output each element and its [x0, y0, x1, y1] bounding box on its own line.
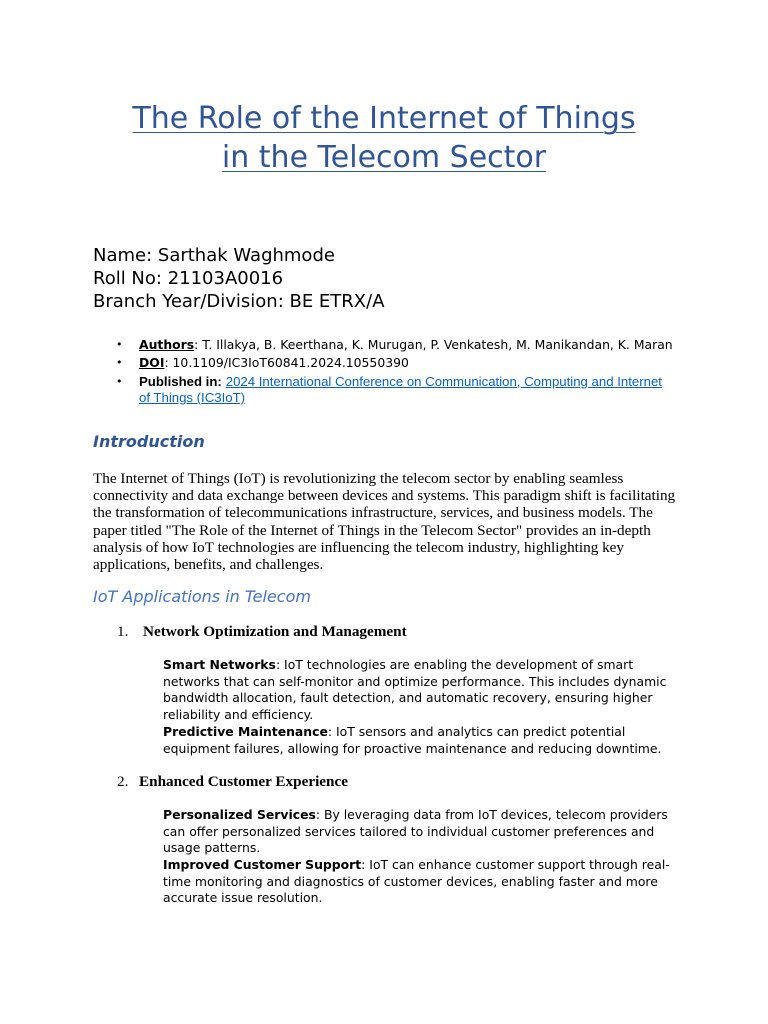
doi-row — [116, 355, 676, 371]
bullet: • — [116, 356, 123, 370]
introduction-heading: Introduction — [93, 432, 205, 451]
item-text: : IoT technologies are enabling the development of smart networks that can self-monitor and optimize performance. This includes dynamic bandwidth allocation, fault detection, and automatic recovery, ensuring higher reliability and efficiency. — [163, 657, 667, 722]
predictive-maintenance-item — [163, 724, 683, 757]
student-branch: Branch Year/Division: BE ETRX/A — [93, 291, 385, 312]
item-text: : IoT sensors and analytics can predict potential equipment failures, allowing for proactive maintenance and reducing downtime. — [163, 724, 662, 756]
item-label: Predictive Maintenance — [163, 724, 328, 739]
document-title — [60, 99, 708, 177]
item-text: : By leveraging data from IoT devices, telecom providers can offer personalized services tailored to individual customer preferences and usage patterns. — [163, 807, 668, 856]
item-label: Smart Networks — [163, 657, 276, 672]
student-name: Name: Sarthak Waghmode — [93, 245, 335, 266]
item-label: Improved Customer Support — [163, 857, 362, 872]
authors-label: Authors — [139, 337, 195, 352]
authors-row — [116, 337, 676, 353]
section-number: 1. — [117, 623, 129, 640]
title-line-1: The Role of the Internet of Things — [132, 101, 636, 136]
improved-support-item — [163, 857, 683, 907]
section-number: 2. — [117, 773, 129, 790]
title-line-2: in the Telecom Sector — [221, 140, 547, 175]
student-roll: Roll No: 21103A0016 — [93, 268, 284, 289]
smart-networks-item — [163, 657, 683, 723]
section-2-heading — [117, 773, 348, 791]
section-title: Network Optimization and Management — [143, 623, 407, 640]
paper-metadata — [116, 337, 676, 408]
applications-heading: IoT Applications in Telecom — [93, 587, 311, 606]
item-label: Personalized Services — [163, 807, 316, 822]
student-info — [93, 244, 385, 313]
item-text: : IoT can enhance customer support through real-time monitoring and diagnostics of customer devices, enabling faster and more accurate issue resolution. — [163, 857, 670, 906]
section-title: Enhanced Customer Experience — [139, 773, 348, 790]
authors-value: : T. Illakya, B. Keerthana, K. Murugan, P. Venkatesh, M. Manikandan, K. Maran — [194, 337, 673, 352]
section-1-heading — [117, 623, 407, 641]
personalized-services-item — [163, 807, 683, 857]
published-row — [116, 374, 676, 407]
introduction-paragraph: The Internet of Things (IoT) is revolutionizing the telecom sector by enabling seamless connectivity and data exchange between devices and systems. This paradigm shift is facilitating the transformation of telecommunications infrastructure, services, and business models. The paper titled "The Role of the Internet of Things in the Telecom Sector" provides an in-depth analysis of how IoT technologies are influencing the telecom industry, highlighting key applications, benefits, and challenges. — [93, 470, 676, 574]
doi-label: DOI — [139, 355, 165, 371]
conference-link[interactable]: 2024 International Conference on Communication, Computing and Internet of Things (IC3IoT) — [139, 373, 662, 405]
published-label: Published in: — [139, 373, 222, 389]
bullet: • — [116, 338, 123, 351]
doi-value: : 10.1109/IC3IoT60841.2024.10550390 — [164, 355, 409, 371]
bullet: • — [116, 374, 123, 388]
